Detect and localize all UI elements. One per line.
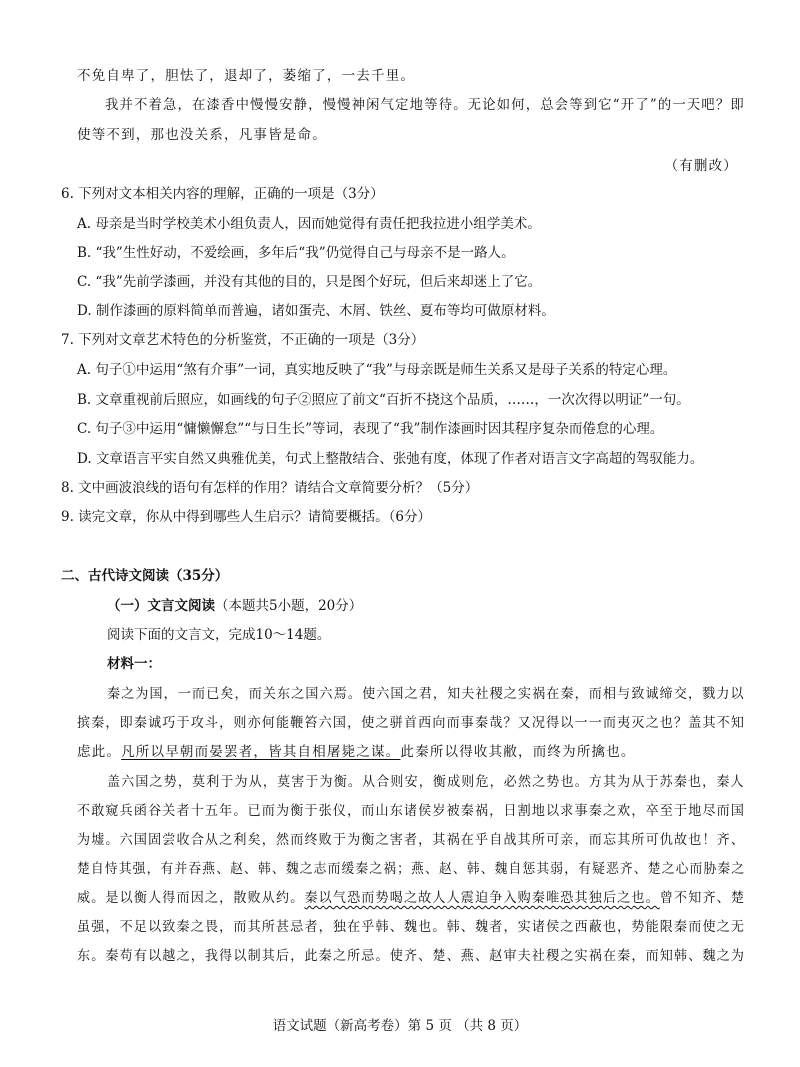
underlined-sentence: 凡所以早朝而晏罢者，皆其自相屠毙之谋。 [121,744,401,760]
passage-p2-line-3: 为墟。六国固尝收合从之利矣，然而终败于为衡之害者，其祸在乎自战其所可亲，而忘其所可仇故也！齐、 [77,832,746,848]
passage-p2-line-7: 东。秦苟有以越之，我得以制其后，此秦之所忌。使齐、楚、燕、赵审夫社稷之实祸在秦，而知韩、魏之为 [77,948,746,964]
subsection-points: （本题共5小题，20分） [215,598,363,614]
question-6-option-a: A. 母亲是当时学校美术小组负责人，因而她觉得有责任把我拉进小组学美术。 [77,216,541,232]
passage-p2-line-6: 虽强，不足以致秦之畏，而其所甚忌者，独在乎韩、魏也。韩、魏者，实诸侯之西蔽也，势能限秦而使之无 [77,919,746,935]
material-1-label: 材料一： [107,656,161,672]
passage-p2-line-5 [77,888,745,908]
passage-p1-line-2: 摈秦，即秦诚巧于攻斗，则亦何能鞭笞六国，使之骈首西向而事秦哉？又况得以一一而夷灭之也？盖其不知 [77,715,746,731]
question-7-option-a: A. 句子①中运用“煞有介事”一词，真实地反映了“我”与母亲既是师生关系又是母子关系的特定心理。 [77,362,677,378]
question-9: 9. 读完文章，你从中得到哪些人生启示？请简要概括。（6分） [61,509,432,525]
passage-p2-line-4: 楚自恃其强，有并吞燕、赵、韩、魏之志而缓秦之祸；燕、赵、韩、魏自惩其弱，有疑恶齐、楚之心而胁秦之 [77,861,746,877]
wavy-underlined-sentence: 秦以气恐而势喝之故人人震迫争入购秦唯恐其独后之也。 [304,890,660,906]
question-7-stem: 7. 下列对文章艺术特色的分析鉴赏，不正确的一项是（3分） [61,332,425,348]
question-7-option-d: D. 文章语言平实自然又典雅优美，句式上整散结合、张弛有度，体现了作者对语言文字高超的驾驭能力。 [77,451,704,467]
passage-p2-line-5-start: 威。是以衡人得而因之，散败从约。 [77,890,305,906]
passage-p2-line-2: 不敢窥兵函谷关者十五年。已而为衡于张仪，而山东诸侯岁被秦祸，日割地以求事秦之欢，卒至于地尽而国 [77,803,746,819]
passage-p2-line-1: 盖六国之势，莫利于为从，莫害于为衡。从合则安，衡成则危，必然之势也。方其为从于苏秦也，秦人 [107,774,745,790]
source-note: （有删改） [664,158,738,174]
passage-p2-line-5-end: 曾不知齐、楚 [659,890,746,906]
question-7-option-b: B. 文章重视前后照应，如画线的句子②照应了前文“百折不挠这个品质，……，一次次得以明证”一句。 [77,392,690,408]
question-8: 8. 文中画波浪线的语句有怎样的作用？请结合文章简要分析？（5分） [61,480,479,496]
story-line-2: 我并不着急，在漆香中慢慢安静，慢慢神闲气定地等待。无论如何，总会等到它“开了”的一天吧？即 [105,97,745,113]
section-2-heading: 二、古代诗文阅读（35分） [61,568,229,584]
question-6-option-d: D. 制作漆画的原料简单而普遍，诸如蛋壳、木屑、铁丝、夏布等均可做原材料。 [77,303,555,319]
question-6-option-c: C. “我”先前学漆画，并没有其他的目的，只是图个好玩，但后来却迷上了它。 [77,274,542,290]
page-footer: 语文试题（新高考卷）第 5 页 （共 8 页） [272,1018,528,1034]
story-line-1: 不免自卑了，胆怯了，退却了，萎缩了，一去千里。 [77,68,416,84]
question-7-option-c: C. 句子③中运用“慵懒懈怠”“与日生长”等词，表现了“我”制作漆画时因其程序复杂而倦怠的心理。 [77,421,664,437]
question-6-option-b: B. “我”生性好动，不爱绘画，多年后“我”仍觉得自己与母亲不是一路人。 [77,245,515,261]
subsection-heading [107,596,362,616]
passage-instruction: 阅读下面的文言文，完成10～14题。 [107,627,331,643]
story-line-3: 使等不到，那也没关系，凡事皆是命。 [77,127,327,143]
passage-p1-line-3 [77,742,636,762]
subsection-title: （一）文言文阅读 [107,598,215,614]
question-6-stem: 6. 下列对文本相关内容的理解，正确的一项是（3分） [61,186,384,202]
passage-p1-line-1: 秦之为国，一而已矣，而关东之国六焉。使六国之君，知夫社稷之实祸在秦，而相与致诚缔交，戮力以 [107,686,745,702]
passage-p1-line-3-end: 此秦所以得收其敝，而终为所擒也。 [400,744,636,760]
passage-p1-line-3-start: 虑此。 [77,744,122,760]
